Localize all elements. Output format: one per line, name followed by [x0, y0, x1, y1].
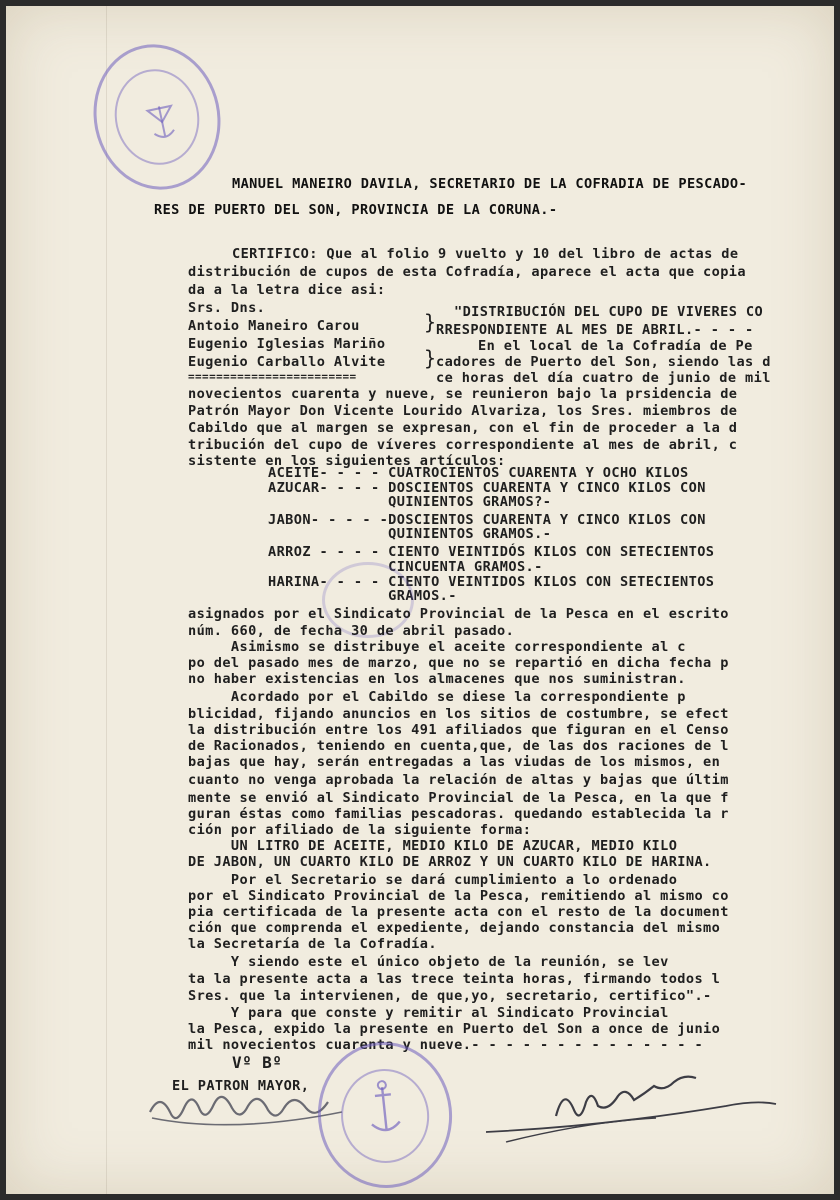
act-side-line: ce horas del día cuatro de junio de mil — [436, 370, 771, 386]
body-line: sistente en los siguientes artículos: — [188, 453, 506, 469]
body-line: Y para que conste y remitir al Sindicato Provincial — [188, 1005, 669, 1021]
body-line: bajas que hay, serán entregadas a las viudas de los mismos, en — [188, 754, 721, 770]
body-line: ción que comprenda el expediente, dejando constancia del mismo — [188, 920, 721, 936]
body-line: de Racionados, teniendo en cuenta,que, de las dos raciones de l — [188, 738, 729, 754]
intro-line: distribución de cupos de esta Cofradía, aparece el acta que copia — [188, 264, 746, 280]
body-line: pia certificada de la presente acta con el resto de la document — [188, 904, 729, 920]
body-line: la Pesca, expido la presente en Puerto del Son a once de junio — [188, 1021, 721, 1037]
body-line: cuanto no venga aprobada la relación de altas y bajas que últim — [188, 772, 729, 788]
body-line: asignados por el Sindicato Provincial de la Pesca en el escrito — [188, 606, 729, 622]
document-page — [6, 6, 834, 1194]
top-stamp — [80, 32, 234, 201]
body-line: novecientos cuarenta y nueve, se reunieron bajo la prsidencia de — [188, 386, 738, 402]
member-line: Eugenio Iglesias Mariño — [188, 336, 386, 352]
body-line: Cabildo que al margen se expresan, con el fin de proceder a la d — [188, 420, 738, 436]
bracket-mark: } — [424, 346, 437, 370]
body-line: Acordado por el Cabildo se diese la correspondiente p — [188, 689, 686, 705]
item-line: GRAMOS.- — [268, 588, 457, 604]
item-line: HARINA- - - - CIENTO VEINTIDOS KILOS CON SETECIENTOS — [268, 574, 715, 590]
body-line: la Secretaría de la Cofradía. — [188, 936, 437, 952]
act-title-line: RRESPONDIENTE AL MES DE ABRIL.- - - - — [436, 322, 754, 338]
item-line: ACEITE- - - - CUATROCIENTOS CUARENTA Y OCHO KILOS — [268, 465, 689, 481]
bottom-stamp — [311, 1035, 460, 1194]
member-line: Eugenio Carballo Alvite — [188, 354, 386, 370]
body-line: por el Sindicato Provincial de la Pesca, remitiendo al mismo co — [188, 888, 729, 904]
body-line: la distribución entre los 491 afiliados que figuran en el Censo — [188, 722, 729, 738]
body-line: blicidad, fijando anuncios en los sitios de costumbre, se efect — [188, 706, 729, 722]
intro-line: CERTIFICO: Que al folio 9 vuelto y 10 del libro de actas de — [232, 246, 739, 262]
body-line: tribución del cupo de víveres correspondiente al mes de abril, c — [188, 437, 738, 453]
item-line: QUINIENTOS GRAMOS.- — [268, 526, 552, 542]
page-fold-line — [106, 6, 107, 1194]
item-line: CINCUENTA GRAMOS.- — [268, 559, 543, 575]
body-line: DE JABON, UN CUARTO KILO DE ARROZ Y UN CUARTO KILO DE HARINA. — [188, 854, 712, 870]
body-line: guran éstas como familias pescadoras. quedando establecida la r — [188, 806, 729, 822]
body-line: ta la presente acta a las trece teinta horas, firmando todos l — [188, 971, 721, 987]
body-line: Patrón Mayor Don Vicente Lourido Alvariza, los Sres. miembros de — [188, 403, 738, 419]
body-line: no haber existencias en los almacenes que nos suministran. — [188, 671, 686, 687]
member-underline: ======================== — [188, 370, 357, 383]
approval-mark: Vº Bº — [232, 1053, 283, 1072]
intro-line: da a la letra dice asi: — [188, 282, 386, 298]
body-line: Sres. que la intervienen, de que,yo, secretario, certifico".- — [188, 988, 712, 1004]
anchor-emblem-icon — [314, 1039, 456, 1192]
body-line: po del pasado mes de marzo, que no se repartió en dicha fecha p — [188, 655, 729, 671]
item-line: ARROZ - - - - CIENTO VEINTIDÓS KILOS CON SETECIENTOS — [268, 544, 715, 560]
item-line: QUINIENTOS GRAMOS?- — [268, 494, 552, 510]
body-line: UN LITRO DE ACEITE, MEDIO KILO DE AZUCAR, MEDIO KILO — [188, 838, 678, 854]
signer-title: EL PATRON MAYOR, — [172, 1078, 310, 1094]
item-line: JABON- - - - -DOSCIENTOS CUARENTA Y CINCO KILOS CON — [268, 512, 706, 528]
item-line: AZUCAR- - - - DOSCIENTOS CUARENTA Y CINCO KILOS CON — [268, 480, 706, 496]
signature-secretary — [466, 1072, 786, 1152]
act-side-line: cadores de Puerto del Son, siendo las d — [436, 354, 771, 370]
body-line: mente se envió al Sindicato Provincial de la Pesca, en la que f — [188, 790, 729, 806]
act-title-line: "DISTRIBUCIÓN DEL CUPO DE VIVERES CO — [454, 304, 764, 320]
member-line: Antoio Maneiro Carou — [188, 318, 360, 334]
heading-line: MANUEL MANEIRO DAVILA, SECRETARIO DE LA COFRADIA DE PESCADO- — [232, 176, 748, 192]
body-line: núm. 660, de fecha 30 de abril pasado. — [188, 623, 515, 639]
body-line: ción por afiliado de la siguiente forma: — [188, 822, 532, 838]
body-line: Asimismo se distribuye el aceite correspondiente al c — [188, 639, 686, 655]
heading-line: RES DE PUERTO DEL SON, PROVINCIA DE LA CORUNA.- — [154, 202, 558, 218]
member-line: Srs. Dns. — [188, 300, 266, 316]
act-side-line: En el local de la Cofradía de Pe — [478, 338, 753, 354]
bracket-mark: } — [424, 310, 437, 334]
body-line: Por el Secretario se dará cumplimiento a lo ordenado — [188, 872, 678, 888]
body-line: Y siendo este el único objeto de la reunión, se lev — [188, 954, 669, 970]
body-line: mil novecientos cuarenta y nueve.- - - - - - - - - - - - - - — [188, 1037, 704, 1053]
